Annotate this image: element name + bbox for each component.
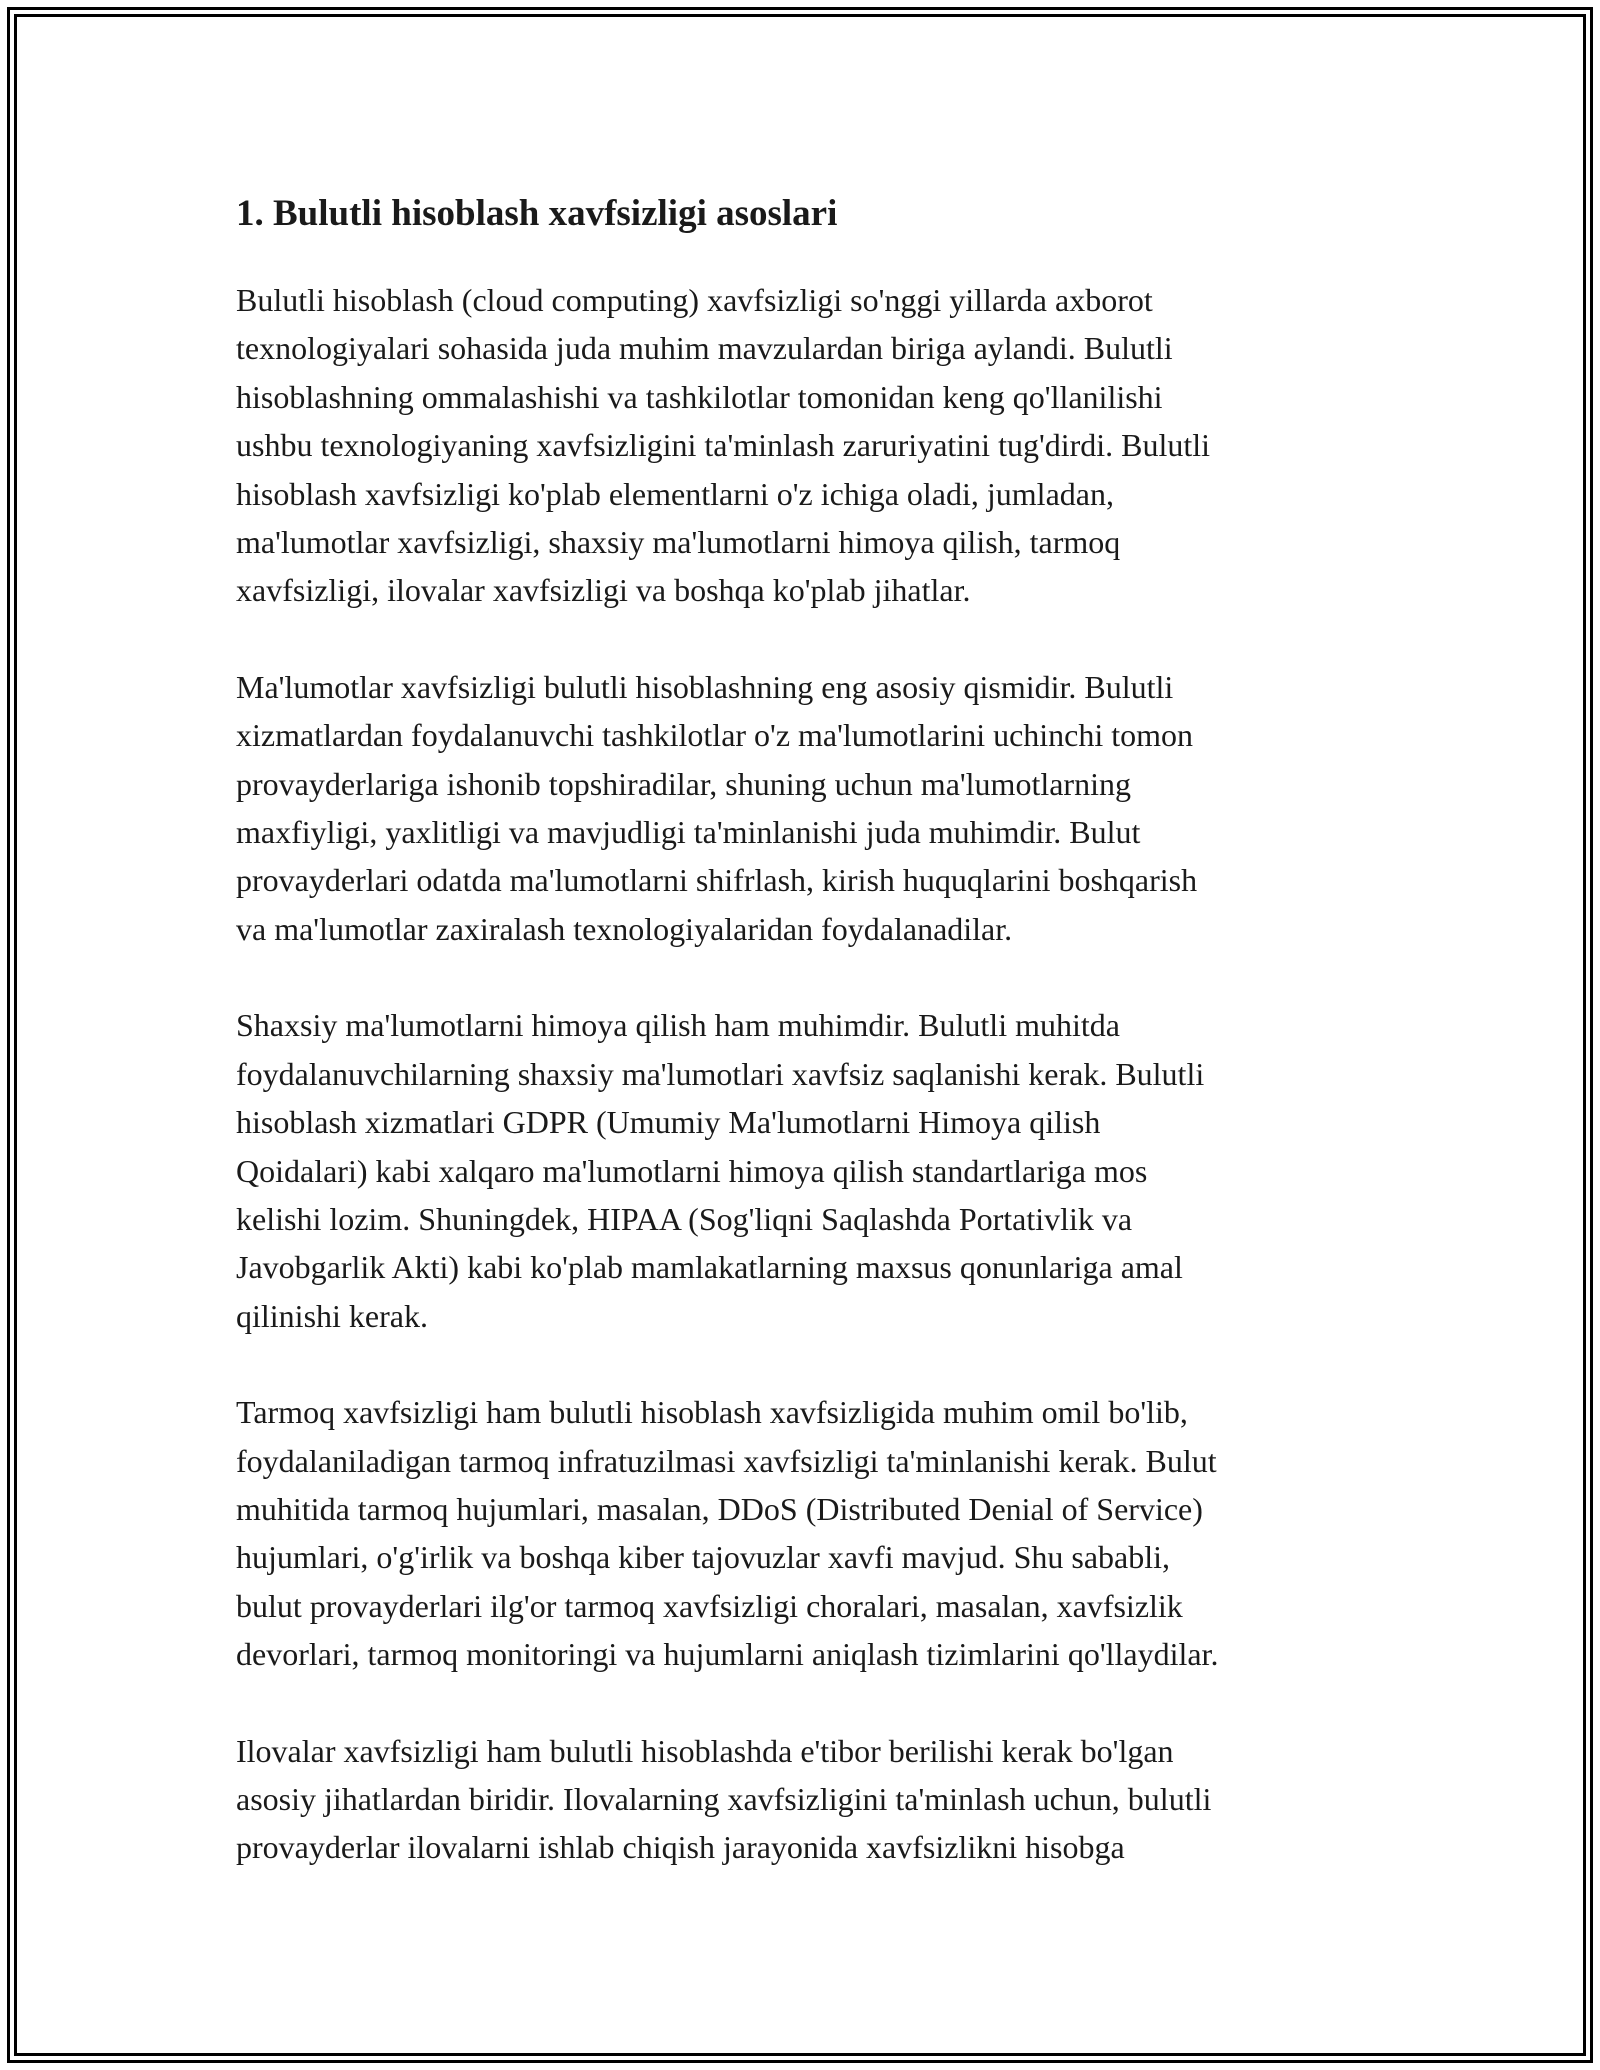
paragraph-line: muhitida tarmoq hujumlari, masalan, DDoS (Distributed Denial of Service) <box>236 1490 1203 1527</box>
paragraph-line: hujumlari, o'g'irlik va boshqa kiber tajovuzlar xavfi mavjud. Shu sababli, <box>236 1539 1170 1576</box>
paragraph-line: Shaxsiy ma'lumotlarni himoya qilish ham muhimdir. Bulutli muhitda <box>236 1007 1120 1044</box>
paragraph-line: ma'lumotlar xavfsizligi, shaxsiy ma'lumotlarni himoya qilish, tarmoq <box>236 524 1121 561</box>
document-page <box>236 182 1366 1920</box>
paragraph-line: hisoblash xavfsizligi ko'plab elementlarni o'z ichiga oladi, jumladan, <box>236 475 1114 512</box>
section-heading: 1. Bulutli hisoblash xavfsizligi asoslari <box>236 193 838 234</box>
paragraph-line: va ma'lumotlar zaxiralash texnologiyalaridan foydalanadilar. <box>236 910 1013 947</box>
paragraph-line: Javobgarlik Akti) kabi ko'plab mamlakatlarning maxsus qonunlariga amal <box>236 1249 1183 1286</box>
paragraph-line: xavfsizligi, ilovalar xavfsizligi va boshqa ko'plab jihatlar. <box>236 572 971 609</box>
paragraph-line: maxfiyligi, yaxlitligi va mavjudligi ta'minlanishi juda muhimdir. Bulut <box>236 814 1141 851</box>
paragraph-3 <box>236 1001 1366 1340</box>
paragraph-line: hisoblash xizmatlari GDPR (Umumiy Ma'lumotlarni Himoya qilish <box>236 1104 1101 1141</box>
paragraph-line: provayderlariga ishonib topshiradilar, shuning uchun ma'lumotlarning <box>236 765 1131 802</box>
paragraph-line: bulut provayderlari ilg'or tarmoq xavfsizligi choralari, masalan, xavfsizlik <box>236 1587 1183 1624</box>
paragraph-5 <box>236 1727 1366 1872</box>
paragraph-line: kelishi lozim. Shuningdek, HIPAA (Sog'liqni Saqlashda Portativlik va <box>236 1200 1133 1237</box>
paragraph-line: Bulutli hisoblash (cloud computing) xavfsizligi so'nggi yillarda axborot <box>236 282 1153 318</box>
paragraph-line: Ilovalar xavfsizligi ham bulutli hisoblashda e'tibor berilishi kerak bo'lgan <box>236 1732 1174 1769</box>
paragraph-line: foydalaniladigan tarmoq infratuzilmasi xavfsizligi ta'minlanishi kerak. Bulut <box>236 1442 1217 1479</box>
paragraph-line: provayderlar ilovalarni ishlab chiqish jarayonida xavfsizlikni hisobga <box>236 1829 1125 1866</box>
paragraph-line: Tarmoq xavfsizligi ham bulutli hisoblash xavfsizligida muhim omil bo'lib, <box>236 1394 1188 1431</box>
paragraph-line: texnologiyalari sohasida juda muhim mavzulardan biriga aylandi. Bulutli <box>236 330 1173 367</box>
paragraph-line: xizmatlardan foydalanuvchi tashkilotlar o'z ma'lumotlarini uchinchi tomon <box>236 717 1194 754</box>
paragraph-line: asosiy jihatlardan biridir. Ilovalarning xavfsizligini ta'minlash uchun, bulutli <box>236 1780 1212 1817</box>
paragraph-line: ushbu texnologiyaning xavfsizligini ta'minlash zaruriyatini tug'dirdi. Bulutli <box>236 427 1211 464</box>
paragraph-line: qilinishi kerak. <box>236 1297 428 1334</box>
paragraph-2 <box>236 663 1366 953</box>
paragraph-line: foydalanuvchilarning shaxsiy ma'lumotlari xavfsiz saqlanishi kerak. Bulutli <box>236 1055 1205 1092</box>
paragraph-line: Ma'lumotlar xavfsizligi bulutli hisoblashning eng asosiy qismidir. Bulutli <box>236 668 1174 705</box>
document-body <box>236 276 1366 1872</box>
paragraph-line: Qoidalari) kabi xalqaro ma'lumotlarni himoya qilish standartlariga mos <box>236 1152 1148 1189</box>
paragraph-4 <box>236 1388 1366 1678</box>
paragraph-line: devorlari, tarmoq monitoringi va hujumlarni aniqlash tizimlarini qo'llaydilar. <box>236 1636 1219 1673</box>
paragraph-1 <box>236 276 1366 615</box>
paragraph-line: provayderlari odatda ma'lumotlarni shifrlash, kirish huquqlarini boshqarish <box>236 862 1198 899</box>
paragraph-line: hisoblashning ommalashishi va tashkilotlar tomonidan keng qo'llanilishi <box>236 378 1163 415</box>
